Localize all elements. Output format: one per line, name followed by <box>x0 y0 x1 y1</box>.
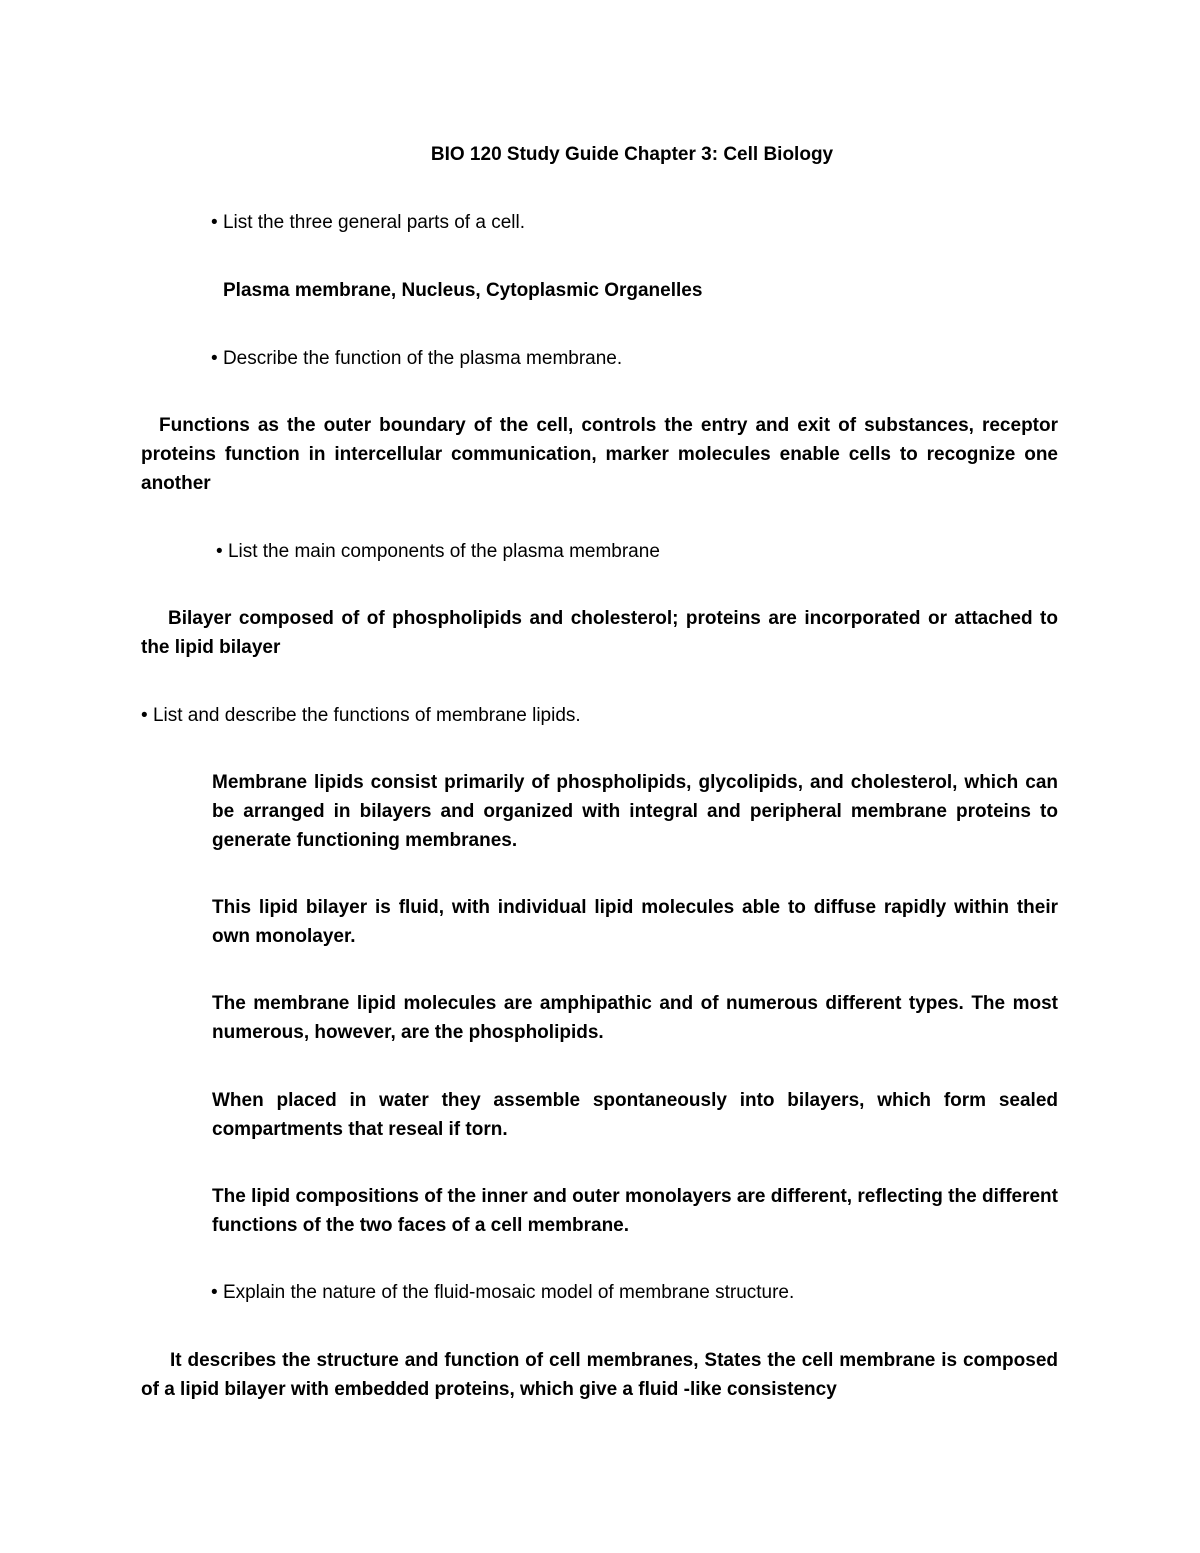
answer-5: It describes the structure and function of cell membranes, States the cell membrane is composed of a lipid bilayer with embedded proteins, which give a fluid -like consistency <box>141 1350 1058 1400</box>
question-2 <box>211 344 622 373</box>
answer-4-paragraph-1: Membrane lipids consist primarily of phospholipids, glycolipids, and cholesterol, which can be arranged in bilayers and organized with integral and peripheral membrane proteins to generate functioning membranes. <box>212 772 1058 851</box>
question-1-text: List the three general parts of a cell. <box>222 212 525 233</box>
bullet-icon: • <box>211 212 218 233</box>
question-5-text: Explain the nature of the fluid-mosaic model of membrane structure. <box>222 1282 795 1303</box>
answer-3: Bilayer composed of of phospholipids and cholesterol; proteins are incorporated or attached to the lipid bilayer <box>141 608 1058 658</box>
question-5 <box>211 1278 794 1307</box>
answer-4-paragraph-5: The lipid compositions of the inner and outer monolayers are different, reflecting the different functions of the two faces of a cell membrane. <box>212 1186 1058 1236</box>
bullet-icon: • <box>141 705 148 726</box>
question-4-text: List and describe the functions of membrane lipids. <box>152 705 581 726</box>
answer-1: Plasma membrane, Nucleus, Cytoplasmic Organelles <box>223 280 703 301</box>
question-1 <box>211 208 525 237</box>
document-title: BIO 120 Study Guide Chapter 3: Cell Biology <box>430 144 834 165</box>
question-4 <box>141 701 581 730</box>
question-3-text: List the main components of the plasma membrane <box>227 541 660 562</box>
bullet-icon: • <box>211 348 218 369</box>
answer-4-paragraph-4: When placed in water they assemble spontaneously into bilayers, which form sealed compartments that reseal if torn. <box>212 1090 1058 1140</box>
answer-4-paragraph-2: This lipid bilayer is fluid, with individual lipid molecules able to diffuse rapidly within their own monolayer. <box>212 897 1058 947</box>
bullet-icon: • <box>216 541 223 562</box>
question-3 <box>216 537 660 566</box>
bullet-icon: • <box>211 1282 218 1303</box>
answer-4-paragraph-3: The membrane lipid molecules are amphipathic and of numerous different types. The most numerous, however, are the phospholipids. <box>212 993 1058 1043</box>
answer-2: Functions as the outer boundary of the cell, controls the entry and exit of substances, receptor proteins function in intercellular communication, marker molecules enable cells to recognize one another <box>141 415 1058 494</box>
question-2-text: Describe the function of the plasma membrane. <box>222 348 623 369</box>
